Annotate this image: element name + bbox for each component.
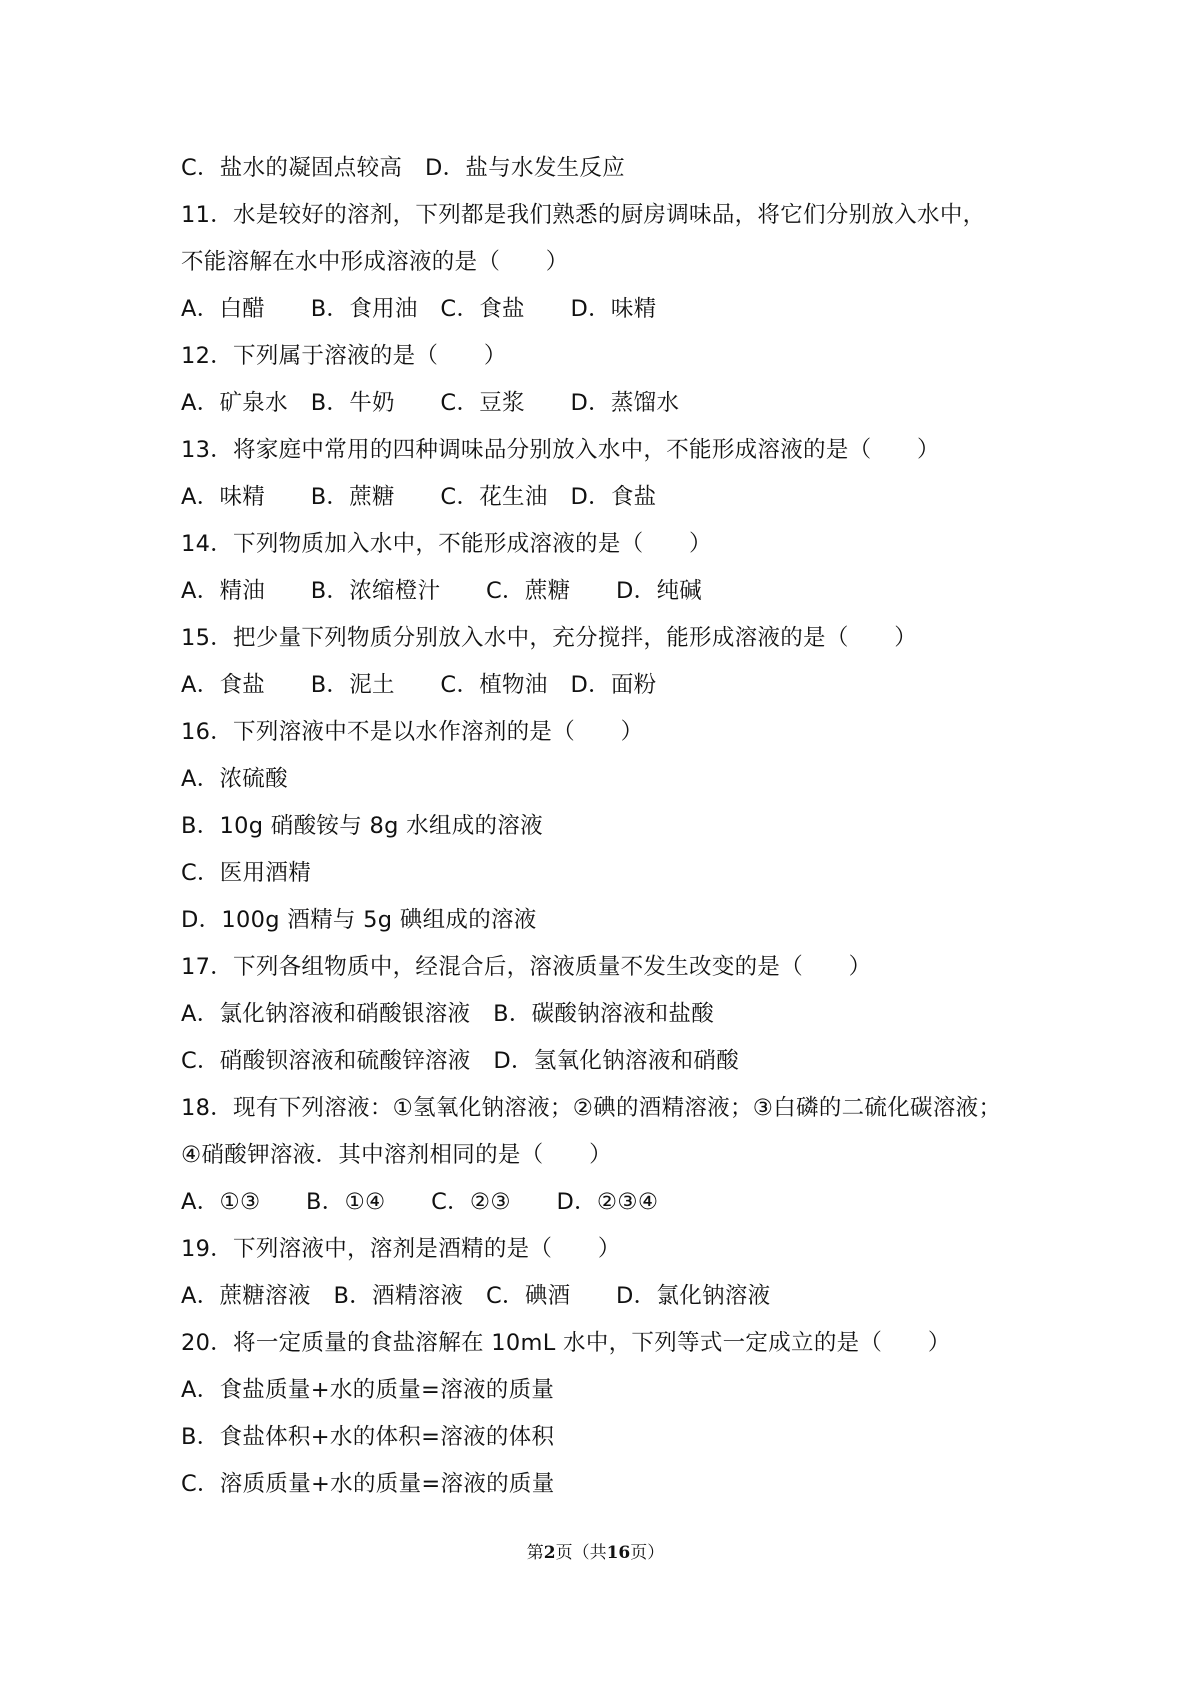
question-18: 18．现有下列溶液：①氢氧化钠溶液；②碘的酒精溶液；③白磷的二硫化碳溶液； (181, 1095, 1002, 1121)
question-17: 17．下列各组物质中，经混合后，溶液质量不发生改变的是（ ） (181, 954, 872, 980)
footer-total-pages: 16 (606, 1543, 631, 1563)
question-13: 13．将家庭中常用的四种调味品分别放入水中，不能形成溶液的是（ ） (181, 437, 940, 463)
text-line: 不能溶解在水中形成溶液的是（ ） (181, 249, 569, 275)
option-20c: C．溶质质量+水的质量=溶液的质量 (181, 1471, 555, 1497)
option-20b: B．食盐体积+水的体积=溶液的体积 (181, 1424, 555, 1450)
footer-suffix: 页） (630, 1543, 665, 1563)
options-19: A．蔗糖溶液 B．酒精溶液 C．碘酒 D．氯化钠溶液 (181, 1283, 771, 1309)
option-16d: D．100g 酒精与 5g 碘组成的溶液 (181, 907, 537, 933)
footer-page-number: 2 (543, 1543, 556, 1563)
option-16c: C．医用酒精 (181, 860, 312, 886)
options-12: A．矿泉水 B．牛奶 C．豆浆 D．蒸馏水 (181, 390, 680, 416)
page-footer (0, 1538, 1191, 1563)
footer-middle: 页（共 (555, 1543, 607, 1563)
text-line: ④硝酸钾溶液．其中溶剂相同的是（ ） (181, 1142, 612, 1168)
question-14: 14．下列物质加入水中，不能形成溶液的是（ ） (181, 531, 712, 557)
question-20: 20．将一定质量的食盐溶解在 10mL 水中，下列等式一定成立的是（ ） (181, 1330, 951, 1356)
option-16a: A．浓硫酸 (181, 766, 288, 792)
options-18: A．①③ B．①④ C．②③ D．②③④ (181, 1189, 659, 1215)
option-16b: B．10g 硝酸铵与 8g 水组成的溶液 (181, 813, 543, 839)
options-17-ab: A．氯化钠溶液和硝酸银溶液 B．碳酸钠溶液和盐酸 (181, 1001, 715, 1027)
option-20a: A．食盐质量+水的质量=溶液的质量 (181, 1377, 555, 1403)
options-11: A．白醋 B．食用油 C．食盐 D．味精 (181, 296, 657, 322)
question-19: 19．下列溶液中，溶剂是酒精的是（ ） (181, 1236, 621, 1262)
options-13: A．味精 B．蔗糖 C．花生油 D．食盐 (181, 484, 657, 510)
question-11: 11．水是较好的溶剂，下列都是我们熟悉的厨房调味品，将它们分别放入水中， (181, 202, 986, 228)
question-12: 12．下列属于溶液的是（ ） (181, 343, 507, 369)
options-14: A．精油 B．浓缩橙汁 C．蔗糖 D．纯碱 (181, 578, 703, 604)
footer-prefix: 第 (526, 1543, 544, 1563)
text-line: C．盐水的凝固点较高 D．盐与水发生反应 (181, 155, 626, 181)
document-body (181, 145, 1061, 1508)
question-15: 15．把少量下列物质分别放入水中，充分搅拌，能形成溶液的是（ ） (181, 625, 918, 651)
question-16: 16．下列溶液中不是以水作溶剂的是（ ） (181, 719, 644, 745)
options-15: A．食盐 B．泥土 C．植物油 D．面粉 (181, 672, 657, 698)
options-17-cd: C．硝酸钡溶液和硫酸锌溶液 D．氢氧化钠溶液和硝酸 (181, 1048, 740, 1074)
